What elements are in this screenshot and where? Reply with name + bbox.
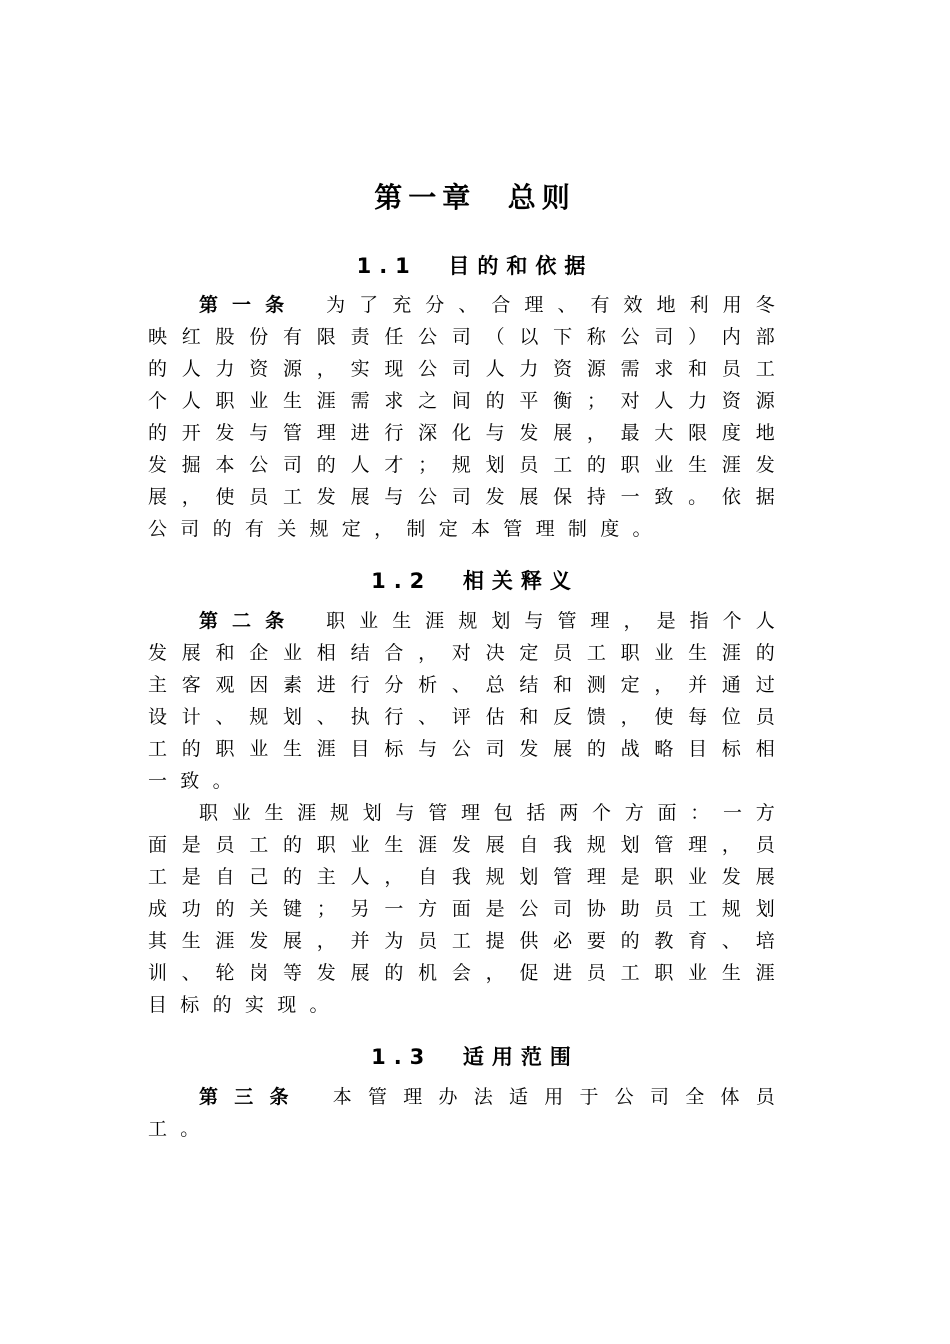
article-text: 职业生涯规划与管理，是指个人发展和企业相结合，对决定员工职业生涯的主客观因素进行分析、总结和测定，并通过设计、规划、执行、评估和反馈，使每位员工的职业生涯目标与公司发展的战略目标相一致。 bbox=[148, 610, 789, 792]
article-3-paragraph bbox=[148, 1081, 788, 1145]
chapter-title: 第一章 总则 bbox=[374, 181, 576, 214]
section-heading-1-2: 1.2 相关释义 bbox=[371, 569, 579, 593]
section-heading-1-1: 1.1 目的和依据 bbox=[356, 254, 594, 278]
article-1-paragraph bbox=[148, 289, 788, 545]
article-label: 第二条 bbox=[199, 610, 299, 632]
article-label: 第一条 bbox=[199, 294, 299, 316]
article-text: 为了充分、合理、有效地利用冬映红股份有限责任公司（以下称公司）内部的人力资源，实现公司人力资源需求和员工个人职业生涯需求之间的平衡；对人力资源的开发与管理进行深化与发展，最大限度地发掘本公司的人才；规划员工的职业生涯发展，使员工发展与公司发展保持一致。依据公司的有关规定，制定本管理制度。 bbox=[148, 294, 789, 540]
paragraph-text: 职业生涯规划与管理包括两个方面：一方面是员工的职业生涯发展自我规划管理，员工是自己的主人，自我规划管理是职业发展成功的关键；另一方面是公司协助员工规划其生涯发展，并为员工提供必要的教育、培训、轮岗等发展的机会，促进员工职业生涯目标的实现。 bbox=[148, 802, 788, 1016]
article-text: 本管理办法适用于公司全体员工。 bbox=[148, 1086, 789, 1140]
section-heading-1-3: 1.3 适用范围 bbox=[371, 1045, 579, 1069]
article-label: 第三条 bbox=[199, 1086, 305, 1108]
article-2-paragraph bbox=[148, 605, 788, 797]
article-2-continuation-paragraph bbox=[148, 797, 788, 1021]
